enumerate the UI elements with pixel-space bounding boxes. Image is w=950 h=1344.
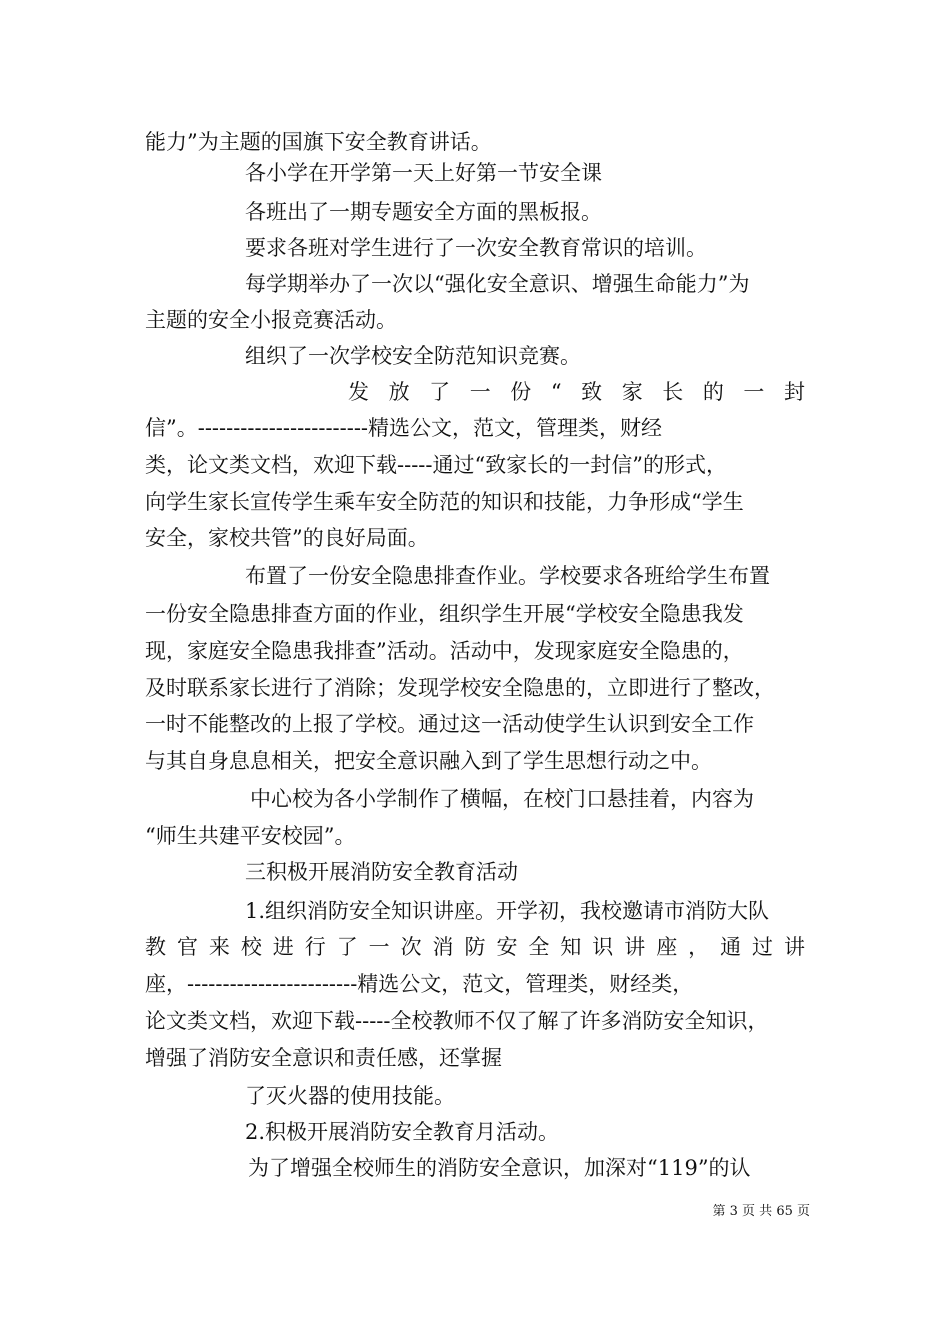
paragraph-line: 现，家庭安全隐患我排查”活动。活动中，发现家庭安全隐患的， [145, 639, 744, 663]
paragraph-line: 信”。------------------------精选公文，范文，管理类，财经 [145, 416, 663, 440]
paragraph-line: “师生共建平安校园”。 [145, 824, 356, 848]
paragraph-line: 一份安全隐患排查方面的作业，组织学生开展“学校安全隐患我发 [145, 602, 744, 626]
paragraph-line: 与其自身息息相关，把安全意识融入到了学生思想行动之中。 [145, 749, 712, 773]
paragraph-line: 每学期举办了一次以“强化安全意识、增强生命能力”为 [245, 272, 750, 296]
paragraph-line: 组织了一次学校安全防范知识竞赛。 [245, 344, 581, 368]
paragraph-line: 中心校为各小学制作了横幅，在校门口悬挂着，内容为 [250, 787, 754, 811]
paragraph-line: 能力”为主题的国旗下安全教育讲话。 [145, 130, 492, 154]
paragraph-line: 发放了一份“致家长的一封 [348, 380, 805, 404]
paragraph-line: 布置了一份安全隐患排查作业。学校要求各班给学生布置 [245, 564, 770, 588]
paragraph-line: 主题的安全小报竞赛活动。 [145, 308, 397, 332]
paragraph-line: 为了增强全校师生的消防安全意识，加深对“119”的认 [248, 1156, 751, 1180]
paragraph-line: 2.积极开展消防安全教育月活动。 [245, 1120, 560, 1144]
paragraph-line: 类，论文类文档，欢迎下载-----通过“致家长的一封信”的形式， [145, 453, 727, 477]
paragraph-line: 1.组织消防安全知识讲座。开学初，我校邀请市消防大队 [245, 899, 770, 923]
paragraph-line: 座，------------------------精选公文，范文，管理类，财经类， [145, 972, 694, 996]
page-number: 第 3 页 共 65 页 [712, 1204, 810, 1219]
paragraph-line: 要求各班对学生进行了一次安全教育常识的培训。 [245, 236, 707, 260]
paragraph-line: 教官来校进行了一次消防安全知识讲座，通过讲 [145, 935, 805, 959]
paragraph-line: 安全，家校共管”的良好局面。 [145, 526, 429, 550]
paragraph-line: 论文类文档，欢迎下载-----全校教师不仅了解了许多消防安全知识， [145, 1009, 769, 1033]
paragraph-line: 一时不能整改的上报了学校。通过这一活动使学生认识到安全工作 [145, 712, 754, 736]
paragraph-line: 各班出了一期专题安全方面的黑板报。 [245, 200, 602, 224]
paragraph-line: 向学生家长宣传学生乘车安全防范的知识和技能，力争形成“学生 [145, 490, 744, 514]
paragraph-line: 各小学在开学第一天上好第一节安全课 [245, 161, 602, 185]
paragraph-line: 了灭火器的使用技能。 [245, 1084, 455, 1108]
paragraph-line: 增强了消防安全意识和责任感，还掌握 [145, 1046, 502, 1070]
section-heading: 三积极开展消防安全教育活动 [245, 860, 518, 884]
paragraph-line: 及时联系家长进行了消除；发现学校安全隐患的，立即进行了整改， [145, 676, 775, 700]
